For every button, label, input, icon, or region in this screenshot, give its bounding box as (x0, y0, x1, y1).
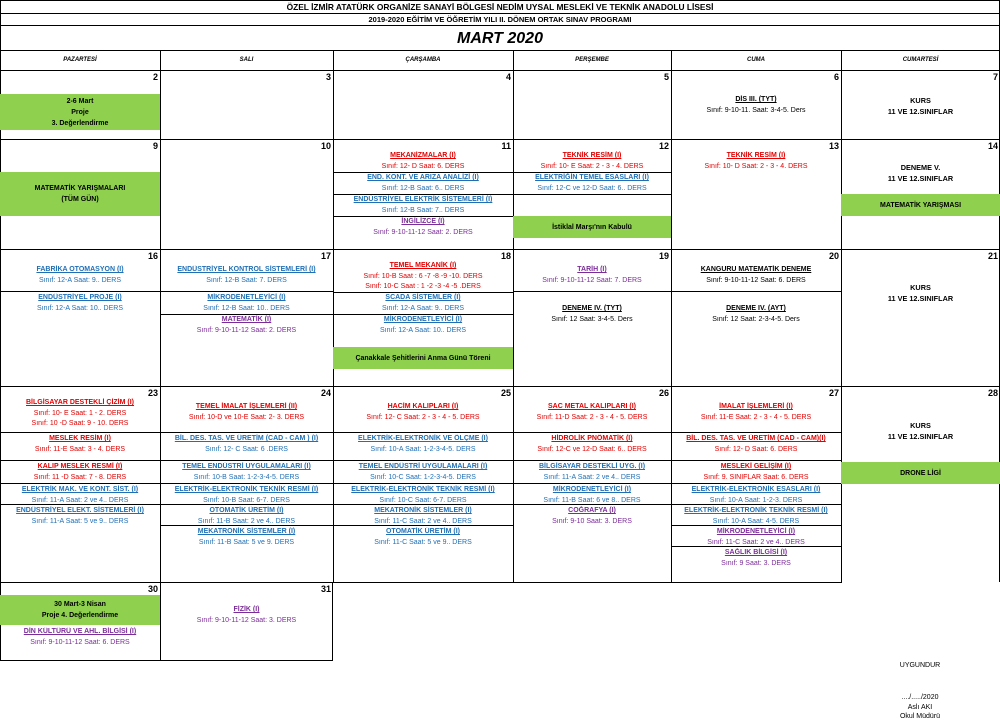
note-line: 11 VE 12.SINIFLAR (887, 294, 954, 303)
cell-separator (333, 483, 513, 484)
day-header-fri: CUMA (747, 57, 765, 63)
exam-details: Sınıf: 12- C Saat: 6 .DERS (205, 445, 288, 453)
date-number: 9 (152, 141, 158, 151)
event-title: MATEMATİK YARIŞMASI (879, 201, 962, 209)
exam-subject: MİKRODENETLEYİCİ (I) (383, 316, 463, 323)
exam-entry (333, 506, 513, 527)
cell-separator (333, 525, 513, 526)
exam-subject: ENDÜSTRİYEL KONTROL SİSTEMLERİ (I) (177, 266, 316, 273)
exam-details: Sınıf: 9-10-11-12 Saat: 7. DERS (542, 276, 642, 284)
exam-entry (671, 304, 841, 325)
cell-separator (160, 460, 333, 461)
exam-entry (513, 402, 671, 423)
event-highlight (841, 462, 1000, 484)
exam-details: Sınıf: 12 Saat: 2-3-4-5. Ders (712, 315, 800, 323)
date-number: 28 (987, 388, 998, 398)
cell-separator (0, 504, 160, 505)
grid-line (0, 139, 1000, 140)
exam-subject: SAĞLIK BİLGİSİ (I) (724, 549, 788, 556)
exam-subject: İNGİLİZCE (I) (401, 218, 445, 225)
event-title: 2-6 Mart (66, 97, 94, 105)
cell-separator (160, 483, 333, 484)
grid-line (0, 582, 841, 583)
grid-line (0, 70, 1000, 71)
exam-details: Sınıf: 10-C Saat: 1-2-3-4-5. DERS (370, 473, 476, 481)
event-title: 30 Mart-3 Nisan (54, 601, 106, 608)
exam-entry (671, 548, 841, 569)
exam-subject: ELEKTRİK-ELEKTRONİK TEKNİK RESMİ (I) (684, 507, 828, 514)
date-number: 3 (325, 72, 331, 82)
exam-details: Sınıf: 10-A Saat: 1-2-3-4-5. DERS (370, 445, 476, 453)
exam-entry (160, 462, 333, 483)
event-highlight (841, 194, 1000, 216)
exam-details: Sınıf: 9-10-11-12 Saat: 2. DERS (373, 228, 473, 236)
exam-entry (671, 506, 841, 527)
exam-entry (160, 265, 333, 286)
exam-subject: HACİM KALIPLARI (I) (387, 403, 459, 410)
event-title: 3. Değerlendirme (51, 119, 109, 127)
grid-line (0, 660, 333, 661)
exam-subject: TEMEL İMALAT İŞLEMLERİ (II) (195, 403, 298, 410)
exam-details: Sınıf: 12-C ve 12-D Saat: 6.. DERS (537, 184, 647, 192)
grid-line (0, 249, 1000, 250)
event-highlight (0, 172, 160, 216)
cell-separator (513, 504, 671, 505)
exam-subject: MEKATRONİK SİSTEMLER (I) (197, 528, 296, 535)
exam-subject: KALIP MESLEK RESMİ (I) (37, 463, 123, 470)
exam-details: Sınıf: 10- E Saat: 1 - 2. DERS (33, 409, 127, 417)
cell-separator (160, 525, 333, 526)
date-number: 26 (658, 388, 669, 398)
exam-subject: DENEME IV. (TYT) (562, 305, 622, 312)
exam-subject: ENDÜSTRİYEL ELEKTRİK SİSTEMLERİ (I) (353, 196, 493, 203)
event-title: DRONE LİGİ (900, 469, 941, 477)
date-number: 27 (828, 388, 839, 398)
exam-subject: FİZİK (I) (233, 606, 260, 613)
exam-details: Sınıf: 11 -D Saat: 7 - 8. DERS (33, 473, 127, 481)
note-line: KURS (910, 421, 931, 430)
exam-entry (671, 485, 841, 506)
exam-details: Sınıf: 9-10-11-12 Saat: 6. DERS (706, 276, 806, 284)
event-title: İstiklal Marşı'nın Kabulü (552, 223, 632, 231)
exam-entry (671, 527, 841, 548)
exam-entry (513, 304, 671, 325)
exam-details: Sınıf: 9-10-11-12 Saat: 6. DERS (30, 638, 130, 646)
exam-details: Sınıf: 11-C Saat: 2 ve 4.. DERS (707, 538, 805, 546)
exam-subject: ENDÜSTRİYEL ELEKT. SİSTEMLERİ (I) (16, 507, 144, 514)
cell-separator (333, 504, 513, 505)
cell-separator (513, 432, 671, 433)
event-highlight (333, 347, 513, 369)
note-line: 11 VE 12.SINIFLAR (887, 174, 954, 183)
exam-entry (513, 462, 671, 483)
exam-details: Sınıf: 12-C ve 12-D Saat: 6.. DERS (537, 445, 647, 453)
exam-subject: SAC METAL KALIPLARI (I) (547, 403, 636, 410)
event-title: Proje (71, 108, 89, 116)
exam-subject: BİL. DES. TAS. VE ÜRETİM (CAD - CAM ) (I) (174, 435, 319, 442)
exam-entry (333, 462, 513, 483)
exam-entry (513, 265, 671, 286)
exam-subject: BİLGİSAYAR DESTEKLİ ÇİZİM (I) (26, 399, 134, 406)
date-number: 5 (663, 72, 669, 82)
exam-details: Sınıf: 10- D Saat: 2 - 3 - 4. DERS (704, 162, 808, 170)
exam-details: Sınıf: 12-A Saat: 10.. DERS (37, 304, 123, 312)
date-number: 10 (320, 141, 331, 151)
exam-entry (0, 434, 160, 455)
exam-entry (0, 627, 160, 648)
saturday-note (841, 282, 1000, 304)
exam-details: Sınıf: 12-B Saat: 7.. DERS (381, 206, 465, 214)
exam-entry (333, 402, 513, 423)
exam-subject: BİLGİSAYAR DESTEKLİ UYG. (I) (538, 463, 646, 470)
cell-separator (513, 460, 671, 461)
exam-entry (160, 506, 333, 527)
day-header-thu: PERŞEMBE (575, 57, 609, 63)
cell-separator (513, 483, 671, 484)
exam-subject: MEKATRONİK SİSTEMLER (I) (374, 507, 472, 514)
exam-entry (160, 315, 333, 336)
exam-entry (333, 173, 513, 194)
exam-details: Sınıf: 11-E Saat: 3 - 4. DERS (34, 445, 126, 453)
exam-details: Sınıf: 11-A Saat: 2 ve 4.. DERS (31, 496, 129, 504)
exam-entry (160, 434, 333, 455)
principal-title: Okul Müdürü (899, 713, 941, 720)
exam-details: Sınıf: 10-A Saat: 1-2-3. DERS (709, 496, 803, 504)
exam-subject: ELEKTRİĞİN TEMEL ESASLARI (I) (535, 174, 649, 181)
cell-separator (671, 546, 841, 547)
note-line: KURS (910, 96, 931, 105)
exam-subject: OTOMATİK ÜRETİM (I) (209, 507, 284, 514)
exam-subject: İMALAT İŞLEMLERİ (I) (719, 403, 793, 410)
day-header-wed: ÇARŞAMBA (405, 57, 441, 63)
exam-entry (160, 605, 333, 626)
exam-entry (333, 261, 513, 293)
exam-subject: DİS III. (TYT) (735, 96, 777, 103)
exam-subject: MEKANİZMALAR (I) (390, 152, 456, 159)
event-highlight (0, 595, 160, 625)
exam-details: Sınıf: 12- D Saat: 6. DERS (714, 445, 798, 453)
exam-details: Sınıf: 12-B Saat: 10.. DERS (203, 304, 290, 312)
exam-details: Sınıf: 11-C Saat: 2 ve 4.. DERS (374, 517, 472, 525)
exam-subject: ELEKTRİK-ELEKTRONİK ESASLARI (I) (691, 486, 821, 493)
exam-entry (513, 151, 671, 172)
exam-details: Sınıf: 11-A Saat: 2 ve 4.. DERS (543, 473, 641, 481)
saturday-note (841, 95, 1000, 117)
exam-entry (160, 293, 333, 314)
cell-separator (671, 525, 841, 526)
event-title: Proje 4. Değerlendirme (41, 612, 119, 619)
exam-entry (0, 293, 160, 314)
day-header-mon: PAZARTESİ (63, 57, 97, 63)
cell-separator (671, 432, 841, 433)
saturday-note (841, 420, 1000, 442)
exam-details: Sınıf: 12-A Saat: 10.. DERS (380, 326, 466, 334)
grid-line (841, 50, 842, 582)
date-number: 23 (147, 388, 158, 398)
exam-subject: DİN KÜLTÜRÜ VE AHL. BİLGİSİ (I) (23, 628, 137, 635)
exam-subject: END. KONT. VE ARIZA ANALİZİ (I) (367, 174, 479, 181)
exam-entry (333, 315, 513, 336)
date-number: 6 (833, 72, 839, 82)
date-number: 17 (320, 251, 331, 261)
exam-details: Sınıf: 10-B Saat: 6-7. DERS (203, 496, 290, 504)
note-line: DENEME V. (900, 163, 941, 172)
date-number: 7 (992, 72, 998, 82)
exam-subject: MESLEK RESİM (I) (49, 435, 111, 442)
date-number: 20 (828, 251, 839, 261)
exam-entry (0, 462, 160, 483)
event-highlight (513, 216, 671, 238)
event-highlight (0, 94, 160, 130)
exam-entry (513, 506, 671, 527)
exam-entry (333, 485, 513, 506)
exam-details: Sınıf: 11-E Saat: 2 - 3 - 4 - 5. DERS (700, 413, 812, 421)
exam-entry (0, 485, 160, 506)
exam-subject: HİDROLİK PNÖMATİK (I) (551, 435, 633, 442)
date-number: 11 (501, 141, 511, 151)
exam-entry (333, 434, 513, 455)
exam-details: Sınıf: 12-B Saat: 7. DERS (206, 276, 287, 284)
cell-separator (0, 483, 160, 484)
date-number: 19 (658, 251, 669, 261)
exam-entry (0, 506, 160, 527)
exam-subject: DENEME IV. (AYT) (726, 305, 786, 312)
day-header-tue: SALI (239, 57, 254, 63)
cell-separator (160, 432, 333, 433)
exam-subject: COĞRAFYA (I) (568, 507, 616, 514)
event-title: Çanakkale Şehitlerini Anma Günü Töreni (355, 354, 491, 362)
exam-entry (0, 398, 160, 430)
cell-separator (0, 460, 160, 461)
approval-date: ..../...../2020 (901, 694, 939, 701)
principal-name: Aslı AKI (907, 704, 933, 711)
saturday-note (841, 162, 1000, 184)
exam-details: Sınıf: 12- D Saat: 6. DERS (381, 162, 465, 170)
exam-details: Sınıf: 9-10-11-12 Saat: 3. DERS (196, 616, 297, 624)
exam-details: Sınıf: 9 Saat: 3. DERS (721, 559, 791, 567)
exam-subject: TARİH (I) (577, 266, 607, 273)
exam-details: Sınıf: 12- C Saat: 2 - 3 - 4 - 5. DERS (366, 413, 480, 421)
cell-separator (671, 291, 841, 292)
date-number: 2 (152, 72, 158, 82)
cell-separator (513, 291, 671, 292)
exam-entry (333, 217, 513, 238)
exam-details: Sınıf: 9. SINIFLAR Saat: 6. DERS (703, 473, 809, 481)
exam-subject: SCADA SİSTEMLER (I) (385, 294, 461, 301)
date-number: 16 (147, 251, 158, 261)
exam-details: Sınıf: 10-B Saat: 1-2-3-4-5. DERS (193, 473, 300, 481)
exam-details: Sınıf: 10 -D Saat: 9 - 10. DERS (31, 420, 129, 427)
date-number: 30 (147, 584, 158, 594)
exam-subject: MATEMATİK (I) (221, 316, 272, 323)
exam-subject: TEKNİK RESİM (I) (562, 152, 622, 159)
exam-entry (160, 402, 333, 423)
exam-subject: KANGURU MATEMATİK DENEME (700, 266, 812, 273)
cell-separator (513, 194, 671, 195)
cell-separator (671, 504, 841, 505)
cell-separator (671, 460, 841, 461)
exam-entry (333, 293, 513, 314)
cell-separator (671, 483, 841, 484)
note-line: 11 VE 12.SINIFLAR (887, 432, 954, 441)
exam-subject: ELEKTRİK MAK. VE KONT. SİST. (I) (21, 486, 139, 493)
school-title: ÖZEL İZMİR ATATÜRK ORGANİZE SANAYİ BÖLGESİ NEDİM UYSAL MESLEKİ VE TEKNİK ANADOLU LİSESİ (0, 0, 1000, 14)
exam-details: Sınıf: 12-A Saat: 9.. DERS (381, 304, 465, 312)
date-number: 21 (987, 251, 998, 261)
exam-details: Sınıf: 11-B Saat: 6 ve 8.. DERS (543, 496, 641, 504)
exam-details: Sınıf: 11-C Saat: 5 ve 9.. DERS (374, 538, 472, 546)
exam-subject: TEMEL ENDÜSTRİ UYGULAMALARI (I) (182, 463, 311, 470)
exam-entry (333, 527, 513, 548)
exam-details: Sınıf: 12-A Saat: 9.. DERS (38, 276, 122, 284)
exam-details: Sınıf: 10-D ve 10-E Saat: 2- 3. DERS (188, 413, 305, 421)
cell-separator (0, 432, 160, 433)
exam-details: Sınıf: 11-D Saat: 2 - 3 - 4 - 5. DERS (536, 413, 648, 421)
exam-subject: ELEKTRİK-ELEKTRONİK TEKNİK RESMİ (I) (351, 486, 495, 493)
date-number: 12 (658, 141, 669, 151)
cell-separator (333, 432, 513, 433)
exam-subject: TEMEL ENDÜSTRİ UYGULAMALARI (I) (358, 463, 488, 470)
exam-entry (671, 402, 841, 423)
cell-separator (0, 291, 160, 292)
exam-subject: ELEKTRİK-ELEKTRONİK TEKNİK RESMİ (I) (174, 486, 319, 493)
exam-subject: TEMEL MEKANİK (I) (389, 262, 457, 269)
month-title: MART 2020 (0, 25, 1000, 51)
exam-subject: MİKRODENETLEYİCİ (I) (716, 528, 796, 535)
grid-line (841, 582, 842, 583)
cell-separator (160, 504, 333, 505)
exam-details: Sınıf: 10-B Saat : 6 -7 -8 -9 -10. DERS (363, 272, 483, 280)
exam-subject: MİKRODENETLEYİCİ (I) (552, 486, 632, 493)
event-title: (TÜM GÜN) (61, 196, 99, 203)
date-number: 13 (828, 141, 839, 151)
exam-details: Sınıf: 10-A Saat: 4-5. DERS (712, 517, 800, 525)
note-line: 11 VE 12.SINIFLAR (887, 107, 954, 116)
exam-subject: ENDÜSTRİYEL PROJE (I) (38, 294, 122, 301)
exam-entry (513, 485, 671, 506)
cell-separator (160, 291, 333, 292)
approval-label: UYGUNDUR (899, 662, 941, 669)
date-number: 31 (320, 584, 331, 594)
exam-details: Sınıf: 9-10-11-12 Saat: 2. DERS (196, 326, 297, 334)
exam-details: Sınıf: 9-10 Saat: 3. DERS (552, 517, 632, 525)
exam-entry (671, 462, 841, 483)
exam-details: Sınıf: 10- E Saat: 2 - 3 - 4. DERS (540, 162, 644, 170)
date-number: 4 (505, 72, 511, 82)
exam-entry (333, 195, 513, 216)
date-number: 18 (500, 251, 511, 261)
exam-entry (333, 151, 513, 172)
exam-entry (160, 527, 333, 548)
date-number: 14 (987, 141, 998, 151)
date-number: 25 (500, 388, 511, 398)
exam-subject: FABRİKA OTOMASYON (I) (36, 266, 124, 273)
event-title: MATEMATİK YARIŞMALARI (34, 185, 126, 192)
exam-details: Sınıf: 10-C Saat: 6-7. DERS (379, 496, 467, 504)
exam-details: Sınıf: 11-A Saat: 5 ve 9.. DERS (31, 517, 129, 525)
date-number: 24 (320, 388, 331, 398)
exam-details: Sınıf: 12 Saat: 3-4-5. Ders (551, 315, 633, 323)
note-line: KURS (910, 283, 931, 292)
day-header-sat: CUMARTESİ (902, 57, 939, 63)
exam-entry (671, 434, 841, 455)
exam-entry (671, 265, 841, 286)
exam-subject: BİL. DES. TAS. VE ÜRETİM (CAD - CAM)(I) (686, 435, 826, 442)
exam-details: Sınıf: 10-C Saat : 1 -2 -3 -4 -5 .DERS (365, 283, 481, 290)
program-title: 2019-2020 EĞİTİM VE ÖĞRETİM YILI II. DÖNEM ORTAK SINAV PROGRAMI (0, 13, 1000, 26)
exam-subject: ELEKTRİK-ELEKTRONİK VE ÖLÇME (I) (358, 435, 488, 442)
exam-details: Sınıf: 12-B Saat: 6.. DERS (381, 184, 465, 192)
exam-details: Sınıf: 9-10-11. Saat: 3-4-5. Ders (706, 106, 806, 114)
exam-entry (671, 95, 841, 116)
exam-entry (0, 265, 160, 286)
exam-entry (160, 485, 333, 506)
cell-separator (333, 460, 513, 461)
exam-entry (671, 151, 841, 172)
exam-details: Sınıf: 11-B Saat: 2 ve 4.. DERS (197, 517, 296, 525)
exam-subject: OTOMATİK ÜRETİM (I) (385, 528, 460, 535)
grid-line (0, 386, 1000, 387)
exam-subject: TEKNİK RESİM (I) (726, 152, 786, 159)
exam-subject: MİKRODENETLEYİCİ (I) (207, 294, 286, 301)
exam-details: Sınıf: 11-B Saat: 5 ve 9. DERS (198, 538, 295, 546)
exam-entry (513, 434, 671, 455)
exam-entry (513, 173, 671, 194)
exam-subject: MESLEKİ GELİŞİM (I) (720, 463, 792, 470)
